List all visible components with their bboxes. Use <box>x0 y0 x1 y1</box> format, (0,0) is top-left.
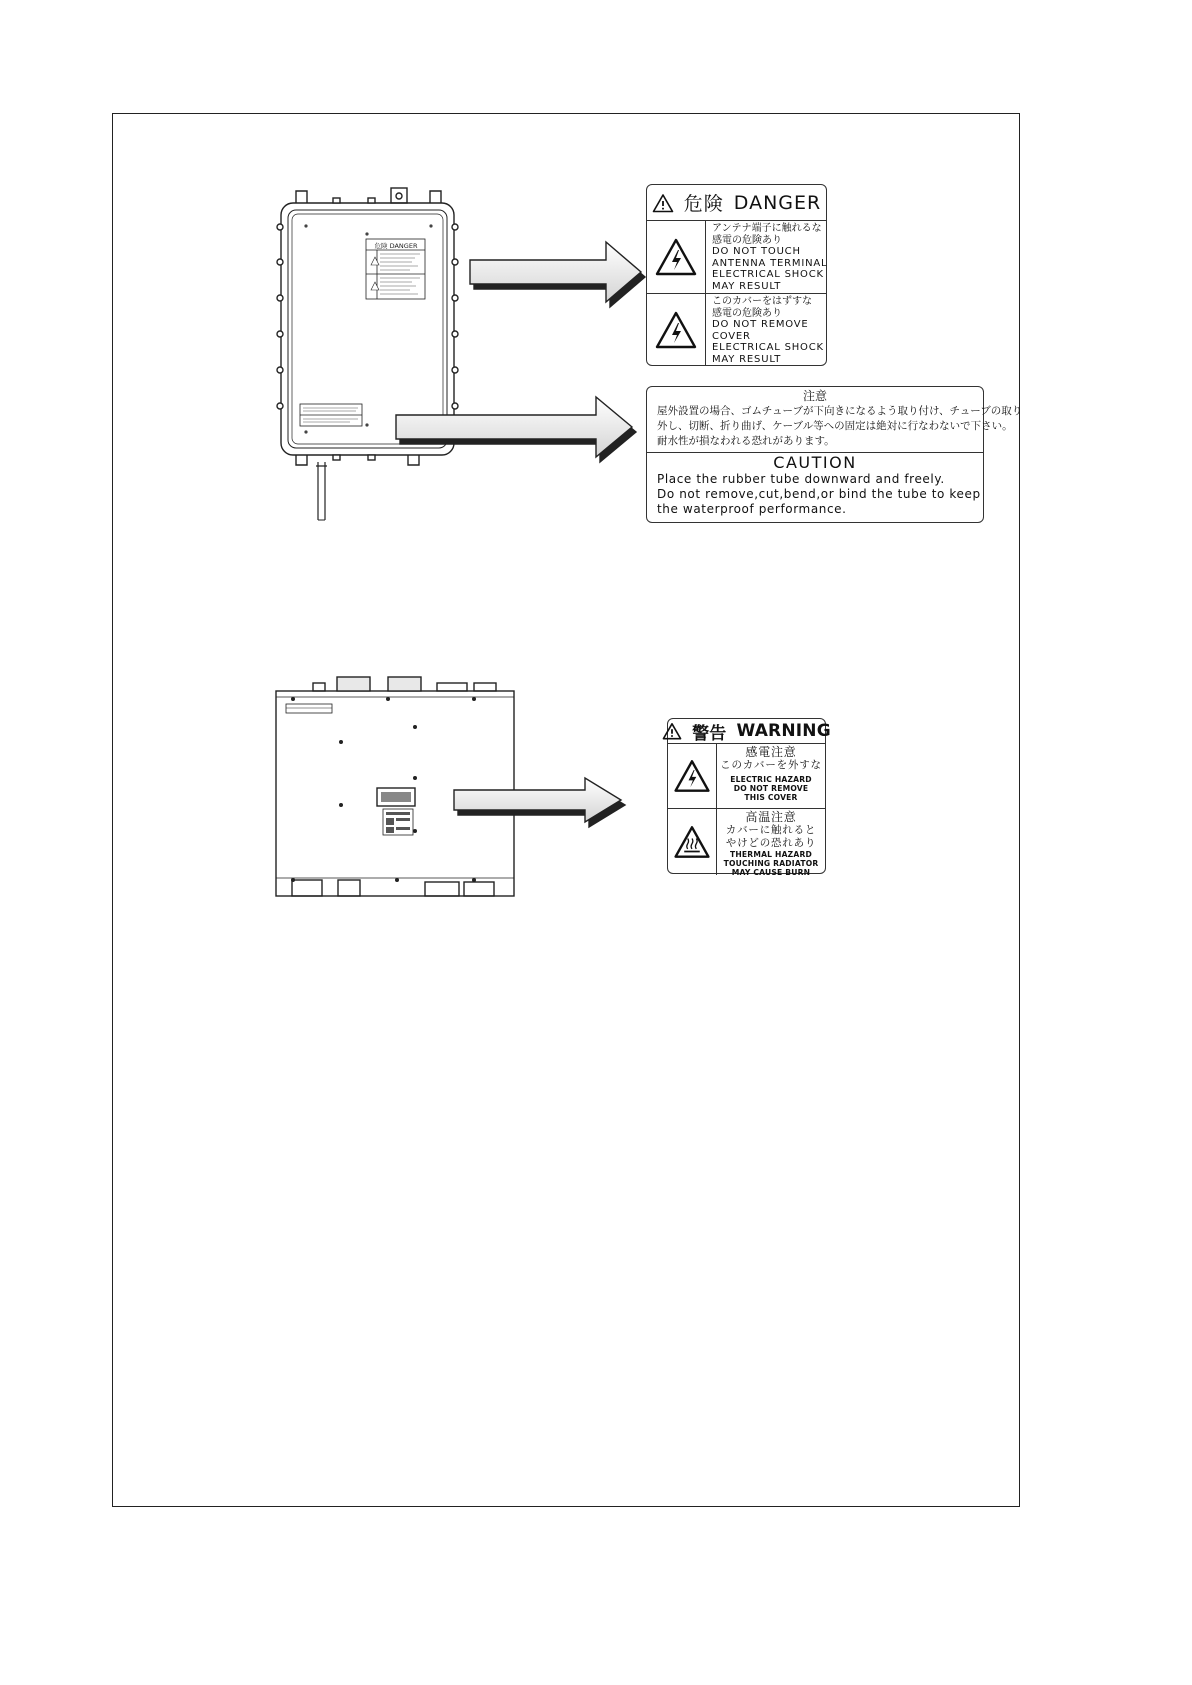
indoor-unit-drawing <box>276 677 514 896</box>
mini-danger-label-text: 危険 DANGER <box>374 242 418 250</box>
electric-shock-icon <box>654 237 698 277</box>
danger-section-antenna <box>647 221 826 293</box>
mini-caution-label <box>300 404 362 426</box>
warning-triangle-icon <box>652 193 674 213</box>
caution-jp-section <box>647 387 1023 453</box>
warning-section-thermal <box>668 808 825 875</box>
danger-cover-jp-line2: 感電の危険あり <box>712 307 782 319</box>
caution-en-line1: Place the rubber tube downward and freely. <box>657 472 945 486</box>
caution-title-en: CAUTION <box>773 453 857 472</box>
warning-thermal-jp-title: 高温注意 <box>745 810 797 824</box>
outdoor-unit-drawing <box>277 188 458 520</box>
warning-section-thermal-icon-cell <box>668 809 717 875</box>
warning-electric-jp-line: このカバーを外すな <box>720 759 822 771</box>
danger-header-en: DANGER <box>733 191 822 214</box>
caution-jp-line2: 外し、切断、折り曲げ、ケーブル等への固定は絶対に行なわないで下さい。 <box>657 420 1013 432</box>
caution-jp-line3: 耐水性が損なわれる恐れがあります。 <box>657 435 835 447</box>
electric-shock-icon <box>654 310 698 350</box>
arrow-to-danger-label <box>470 242 645 307</box>
warning-electric-jp-title: 感電注意 <box>745 745 797 759</box>
caution-en-line2: Do not remove,cut,bend,or bind the tube to keep <box>657 487 981 501</box>
danger-section-cover <box>647 293 826 366</box>
danger-cover-jp-line1: このカバーをはずすな <box>712 296 812 307</box>
caution-title-jp: 注意 <box>802 389 827 403</box>
danger-section-cover-icon-cell <box>647 294 706 366</box>
warning-thermal-en-line1: THERMAL HAZARD <box>729 850 813 859</box>
danger-antenna-en-line1: DO NOT TOUCH <box>712 246 801 257</box>
danger-antenna-en-line3: ELECTRICAL SHOCK <box>712 269 824 280</box>
danger-section-cover-text <box>706 294 830 366</box>
warning-section-thermal-text <box>717 809 825 875</box>
warning-electric-en-line3: THIS COVER <box>744 793 798 802</box>
danger-label <box>646 184 827 366</box>
danger-antenna-en-line4: MAY RESULT <box>712 280 782 292</box>
hot-surface-icon <box>673 824 711 860</box>
danger-cover-en-line1: DO NOT REMOVE <box>712 319 809 330</box>
warning-electric-en-line1: ELECTRIC HAZARD <box>730 775 812 784</box>
electric-shock-icon <box>673 758 711 794</box>
warning-header-jp: 警告 <box>692 723 727 744</box>
danger-cover-en-line3: ELECTRICAL SHOCK <box>712 342 824 353</box>
caution-jp-line1: 屋外設置の場合、ゴムチューブが下向きになるよう取り付け、チューブの取り <box>657 405 1023 417</box>
danger-cover-en-line2: COVER <box>712 330 751 342</box>
danger-antenna-jp-line1: アンテナ端子に触れるな <box>712 223 822 234</box>
danger-label-header <box>647 185 826 221</box>
danger-section-antenna-text <box>706 221 833 293</box>
warning-label-header <box>668 719 831 744</box>
warning-thermal-jp-line1: カバーに触れると <box>725 824 817 836</box>
warning-thermal-en-line2: TOUCHING RADIATOR <box>723 859 819 868</box>
warning-triangle-icon <box>662 722 682 740</box>
warning-label <box>667 718 831 877</box>
danger-antenna-en-line2: ANTENNA TERMINAL <box>712 257 828 269</box>
warning-section-electric-text <box>717 744 825 808</box>
caution-label <box>646 386 1023 523</box>
warning-thermal-jp-line2: やけどの恐れあり <box>725 837 817 849</box>
warning-header-en: WARNING <box>736 721 831 741</box>
danger-antenna-jp-line2: 感電の危険あり <box>712 234 782 246</box>
danger-section-antenna-icon-cell <box>647 221 706 293</box>
caution-en-section <box>647 453 983 517</box>
danger-cover-en-line4: MAY RESULT <box>712 353 782 365</box>
warning-section-electric <box>668 744 825 808</box>
warning-thermal-en-line3: MAY CAUSE BURN <box>731 868 811 877</box>
warning-electric-en-line2: DO NOT REMOVE <box>733 784 809 793</box>
caution-en-line3: the waterproof performance. <box>657 502 847 516</box>
danger-header-jp: 危険 <box>683 193 724 215</box>
warning-section-electric-icon-cell <box>668 744 717 808</box>
